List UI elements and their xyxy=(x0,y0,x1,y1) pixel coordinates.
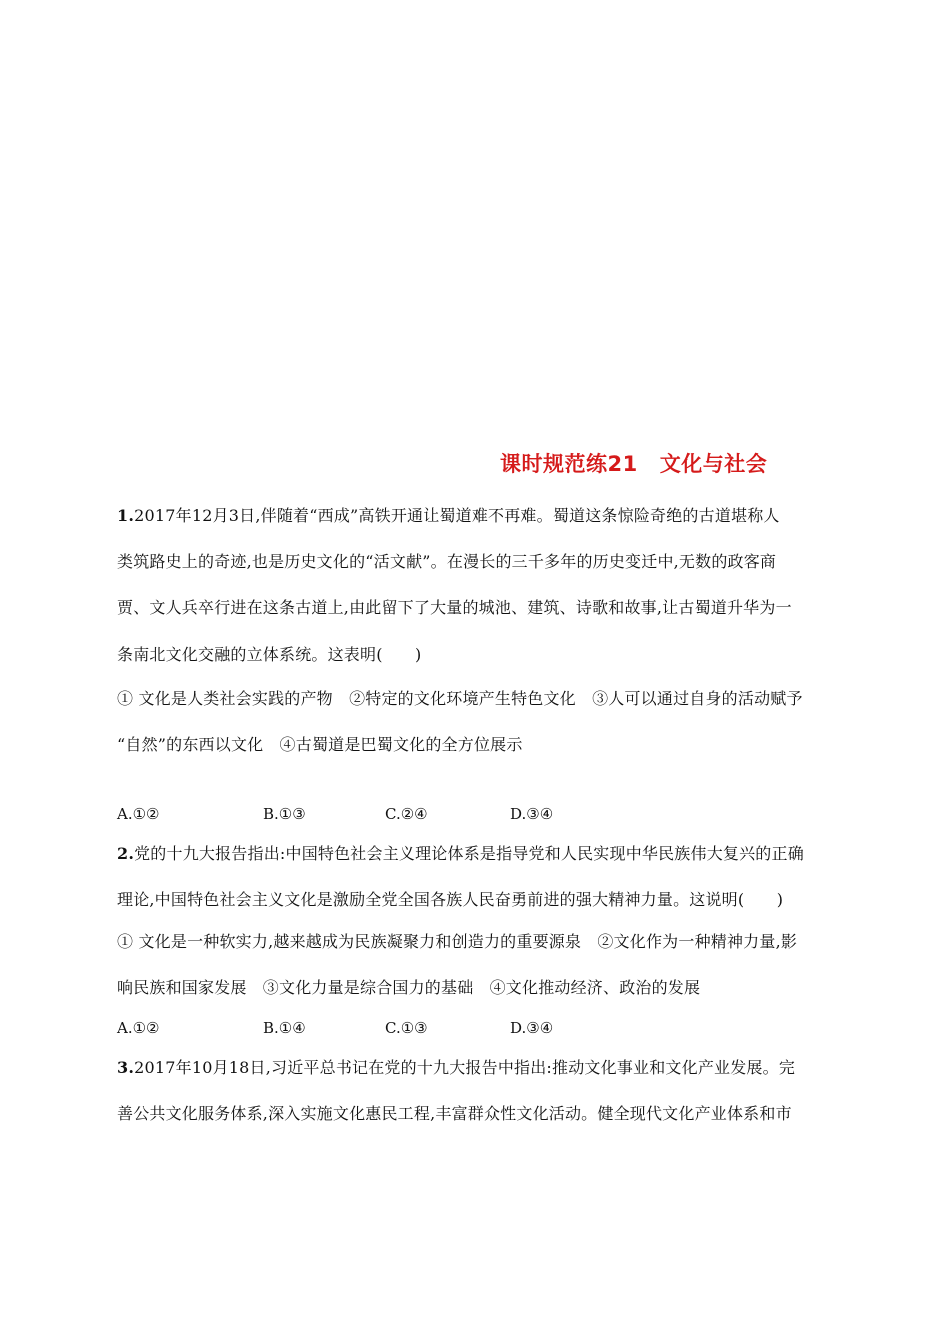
q2-option-c[interactable]: C.①③ xyxy=(385,1019,428,1037)
q1-statement-line-2: “自然”的东西以文化 ④古蜀道是巴蜀文化的全方位展示 xyxy=(117,735,523,754)
q3-stem-line-1: 3.2017年10月18日,习近平总书记在党的十九大报告中指出:推动文化事业和文化产业发展。完 xyxy=(117,1058,796,1077)
q3-stem-line-2: 善公共文化服务体系,深入实施文化惠民工程,丰富群众性文化活动。健全现代文化产业体系和市 xyxy=(117,1104,792,1123)
q1-option-a[interactable]: A.①② xyxy=(117,805,160,823)
title-subject: 文化与社会 xyxy=(659,452,768,476)
q2-option-d[interactable]: D.③④ xyxy=(510,1019,554,1037)
q3-number: 3. xyxy=(117,1058,135,1077)
q1-option-c[interactable]: C.②④ xyxy=(385,805,428,823)
q1-number: 1. xyxy=(117,506,135,525)
page-title xyxy=(500,448,830,478)
q1-statement-line-1: ① 文化是人类社会实践的产物 ②特定的文化环境产生特色文化 ③人可以通过自身的活动赋予 xyxy=(117,689,803,708)
q1-stem-line-1: 1.2017年12月3日,伴随着“西成”高铁开通让蜀道难不再难。蜀道这条惊险奇绝的古道堪称人 xyxy=(117,506,780,525)
q2-number: 2. xyxy=(117,844,135,863)
q1-option-b[interactable]: B.①③ xyxy=(263,805,306,823)
q2-statement-line-2: 响民族和国家发展 ③文化力量是综合国力的基础 ④文化推动经济、政治的发展 xyxy=(117,978,701,997)
q2-stem-line-1: 2.党的十九大报告指出:中国特色社会主义理论体系是指导党和人民实现中华民族伟大复兴的正确 xyxy=(117,844,804,863)
q2-option-a[interactable]: A.①② xyxy=(117,1019,160,1037)
title-prefix: 课时规范练21 xyxy=(500,452,638,476)
q1-stem-line-4: 条南北文化交融的立体系统。这表明( ) xyxy=(117,645,422,664)
q1-stem-line-3: 贾、文人兵卒行进在这条古道上,由此留下了大量的城池、建筑、诗歌和故事,让古蜀道升华为一 xyxy=(117,598,792,617)
q1-stem-line-2: 类筑路史上的奇迹,也是历史文化的“活文献”。在漫长的三千多年的历史变迁中,无数的政客商 xyxy=(117,552,777,571)
q2-stem-line-2: 理论,中国特色社会主义文化是激励全党全国各族人民奋勇前进的强大精神力量。这说明( ) xyxy=(117,890,784,909)
q2-statement-line-1: ① 文化是一种软实力,越来越成为民族凝聚力和创造力的重要源泉 ②文化作为一种精神力量,影 xyxy=(117,932,798,951)
q2-option-b[interactable]: B.①④ xyxy=(263,1019,306,1037)
q1-option-d[interactable]: D.③④ xyxy=(510,805,554,823)
